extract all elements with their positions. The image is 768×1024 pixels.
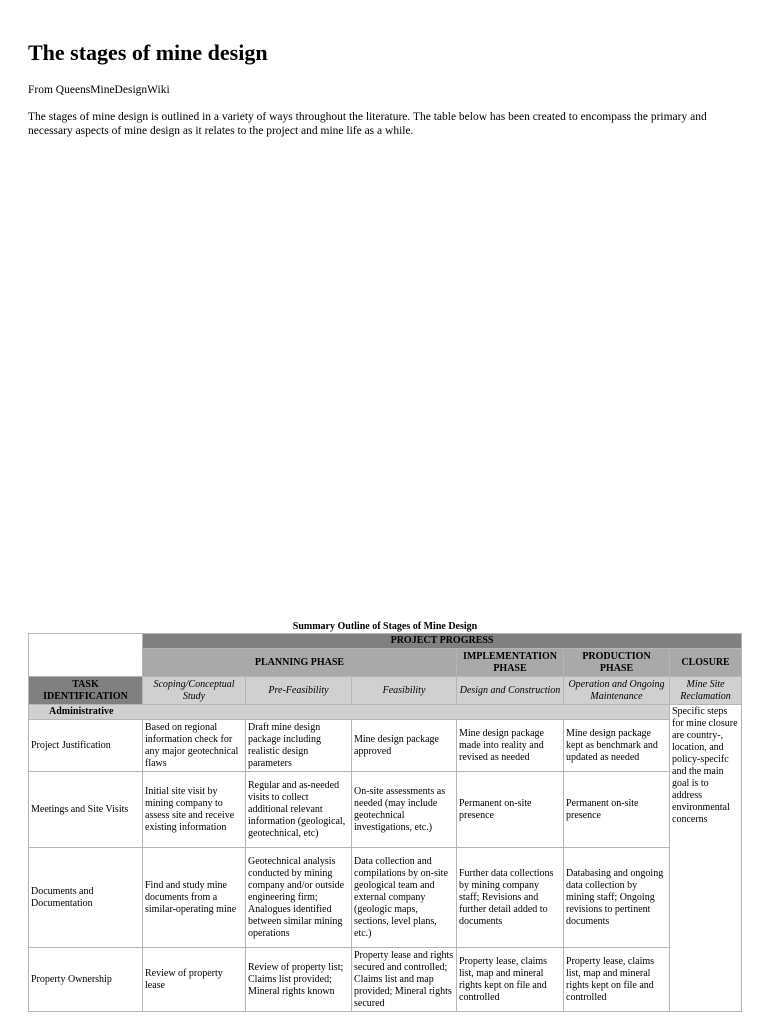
table-cell: Based on regional information check for any major geotechnical flaws bbox=[143, 720, 246, 772]
table-cell: Review of property list; Claims list provided; Mineral rights known bbox=[246, 948, 352, 1012]
table-cell: Property lease and rights secured and controlled; Claims list and map provided; Mineral rights secured bbox=[352, 948, 457, 1012]
table-cell: Geotechnical analysis conducted by mining company and/or outside engineering firm; Analogues identified between similar mining operations bbox=[246, 848, 352, 948]
row-label: Documents and Documentation bbox=[29, 848, 143, 948]
table-cell: Initial site visit by mining company to assess site and receive existing information bbox=[143, 772, 246, 848]
row-label: Project Justification bbox=[29, 720, 143, 772]
table-cell: Review of property lease bbox=[143, 948, 246, 1012]
source-line: From QueensMineDesignWiki bbox=[28, 84, 170, 96]
table-cell: Property lease, claims list, map and mineral rights kept on file and controlled bbox=[457, 948, 564, 1012]
stage-header: Design and Construction bbox=[457, 677, 564, 705]
stage-header: Operation and Ongoing Maintenance bbox=[564, 677, 670, 705]
stage-header: Feasibility bbox=[352, 677, 457, 705]
stage-header: Scoping/Conceptual Study bbox=[143, 677, 246, 705]
table-cell: On-site assessments as needed (may include geotechnical investigations, etc.) bbox=[352, 772, 457, 848]
table-cell: Find and study mine documents from a similar-operating mine bbox=[143, 848, 246, 948]
task-identification-header: TASK IDENTIFICATION bbox=[29, 677, 143, 705]
table-cell: Permanent on-site presence bbox=[457, 772, 564, 848]
planning-phase-header: PLANNING PHASE bbox=[143, 649, 457, 677]
table-cell: Databasing and ongoing data collection by mining staff; Ongoing revisions to pertinent documents bbox=[564, 848, 670, 948]
corner-cell bbox=[29, 634, 143, 677]
table-cell: Mine design package kept as benchmark and updated as needed bbox=[564, 720, 670, 772]
category-row-administrative: Administrative bbox=[29, 705, 670, 720]
page-title: The stages of mine design bbox=[28, 40, 268, 65]
intro-paragraph: The stages of mine design is outlined in a variety of ways throughout the literature. The table below has been created to encompass the primary and necessary aspects of mine design as it relates to the project and mine life as a while. bbox=[28, 111, 707, 137]
table-caption: Summary Outline of Stages of Mine Design bbox=[292, 621, 478, 632]
project-progress-header: PROJECT PROGRESS bbox=[143, 634, 742, 649]
stage-header: Mine Site Reclamation bbox=[670, 677, 742, 705]
stages-table-container bbox=[28, 621, 742, 1024]
closure-header: CLOSURE bbox=[670, 649, 742, 677]
table-cell: Property lease, claims list, map and mineral rights kept on file and controlled bbox=[564, 948, 670, 1012]
table-cell: Draft mine design package including realistic design parameters bbox=[246, 720, 352, 772]
table-cell: Permanent on-site presence bbox=[564, 772, 670, 848]
production-phase-header: PRODUCTION PHASE bbox=[564, 649, 670, 677]
stages-table bbox=[28, 633, 742, 1012]
implementation-phase-header: IMPLEMENTATION PHASE bbox=[457, 649, 564, 677]
table-cell: Mine design package approved bbox=[352, 720, 457, 772]
table-cell: Mine design package made into reality and revised as needed bbox=[457, 720, 564, 772]
row-label: Property Ownership bbox=[29, 948, 143, 1012]
row-label: Meetings and Site Visits bbox=[29, 772, 143, 848]
table-cell: Regular and as-needed visits to collect additional relevant information (geological, geotechnical, etc) bbox=[246, 772, 352, 848]
closure-note: Specific steps for mine closure are country-, location, and policy-specifc and the main goal is to address environmental concerns bbox=[670, 705, 742, 1012]
table-cell: Further data collections by mining company staff; Revisions and further detail added to documents bbox=[457, 848, 564, 948]
stage-header: Pre-Feasibility bbox=[246, 677, 352, 705]
table-cell: Data collection and compilations by on-site geological team and external company (geologic maps, sections, level plans, etc.) bbox=[352, 848, 457, 948]
